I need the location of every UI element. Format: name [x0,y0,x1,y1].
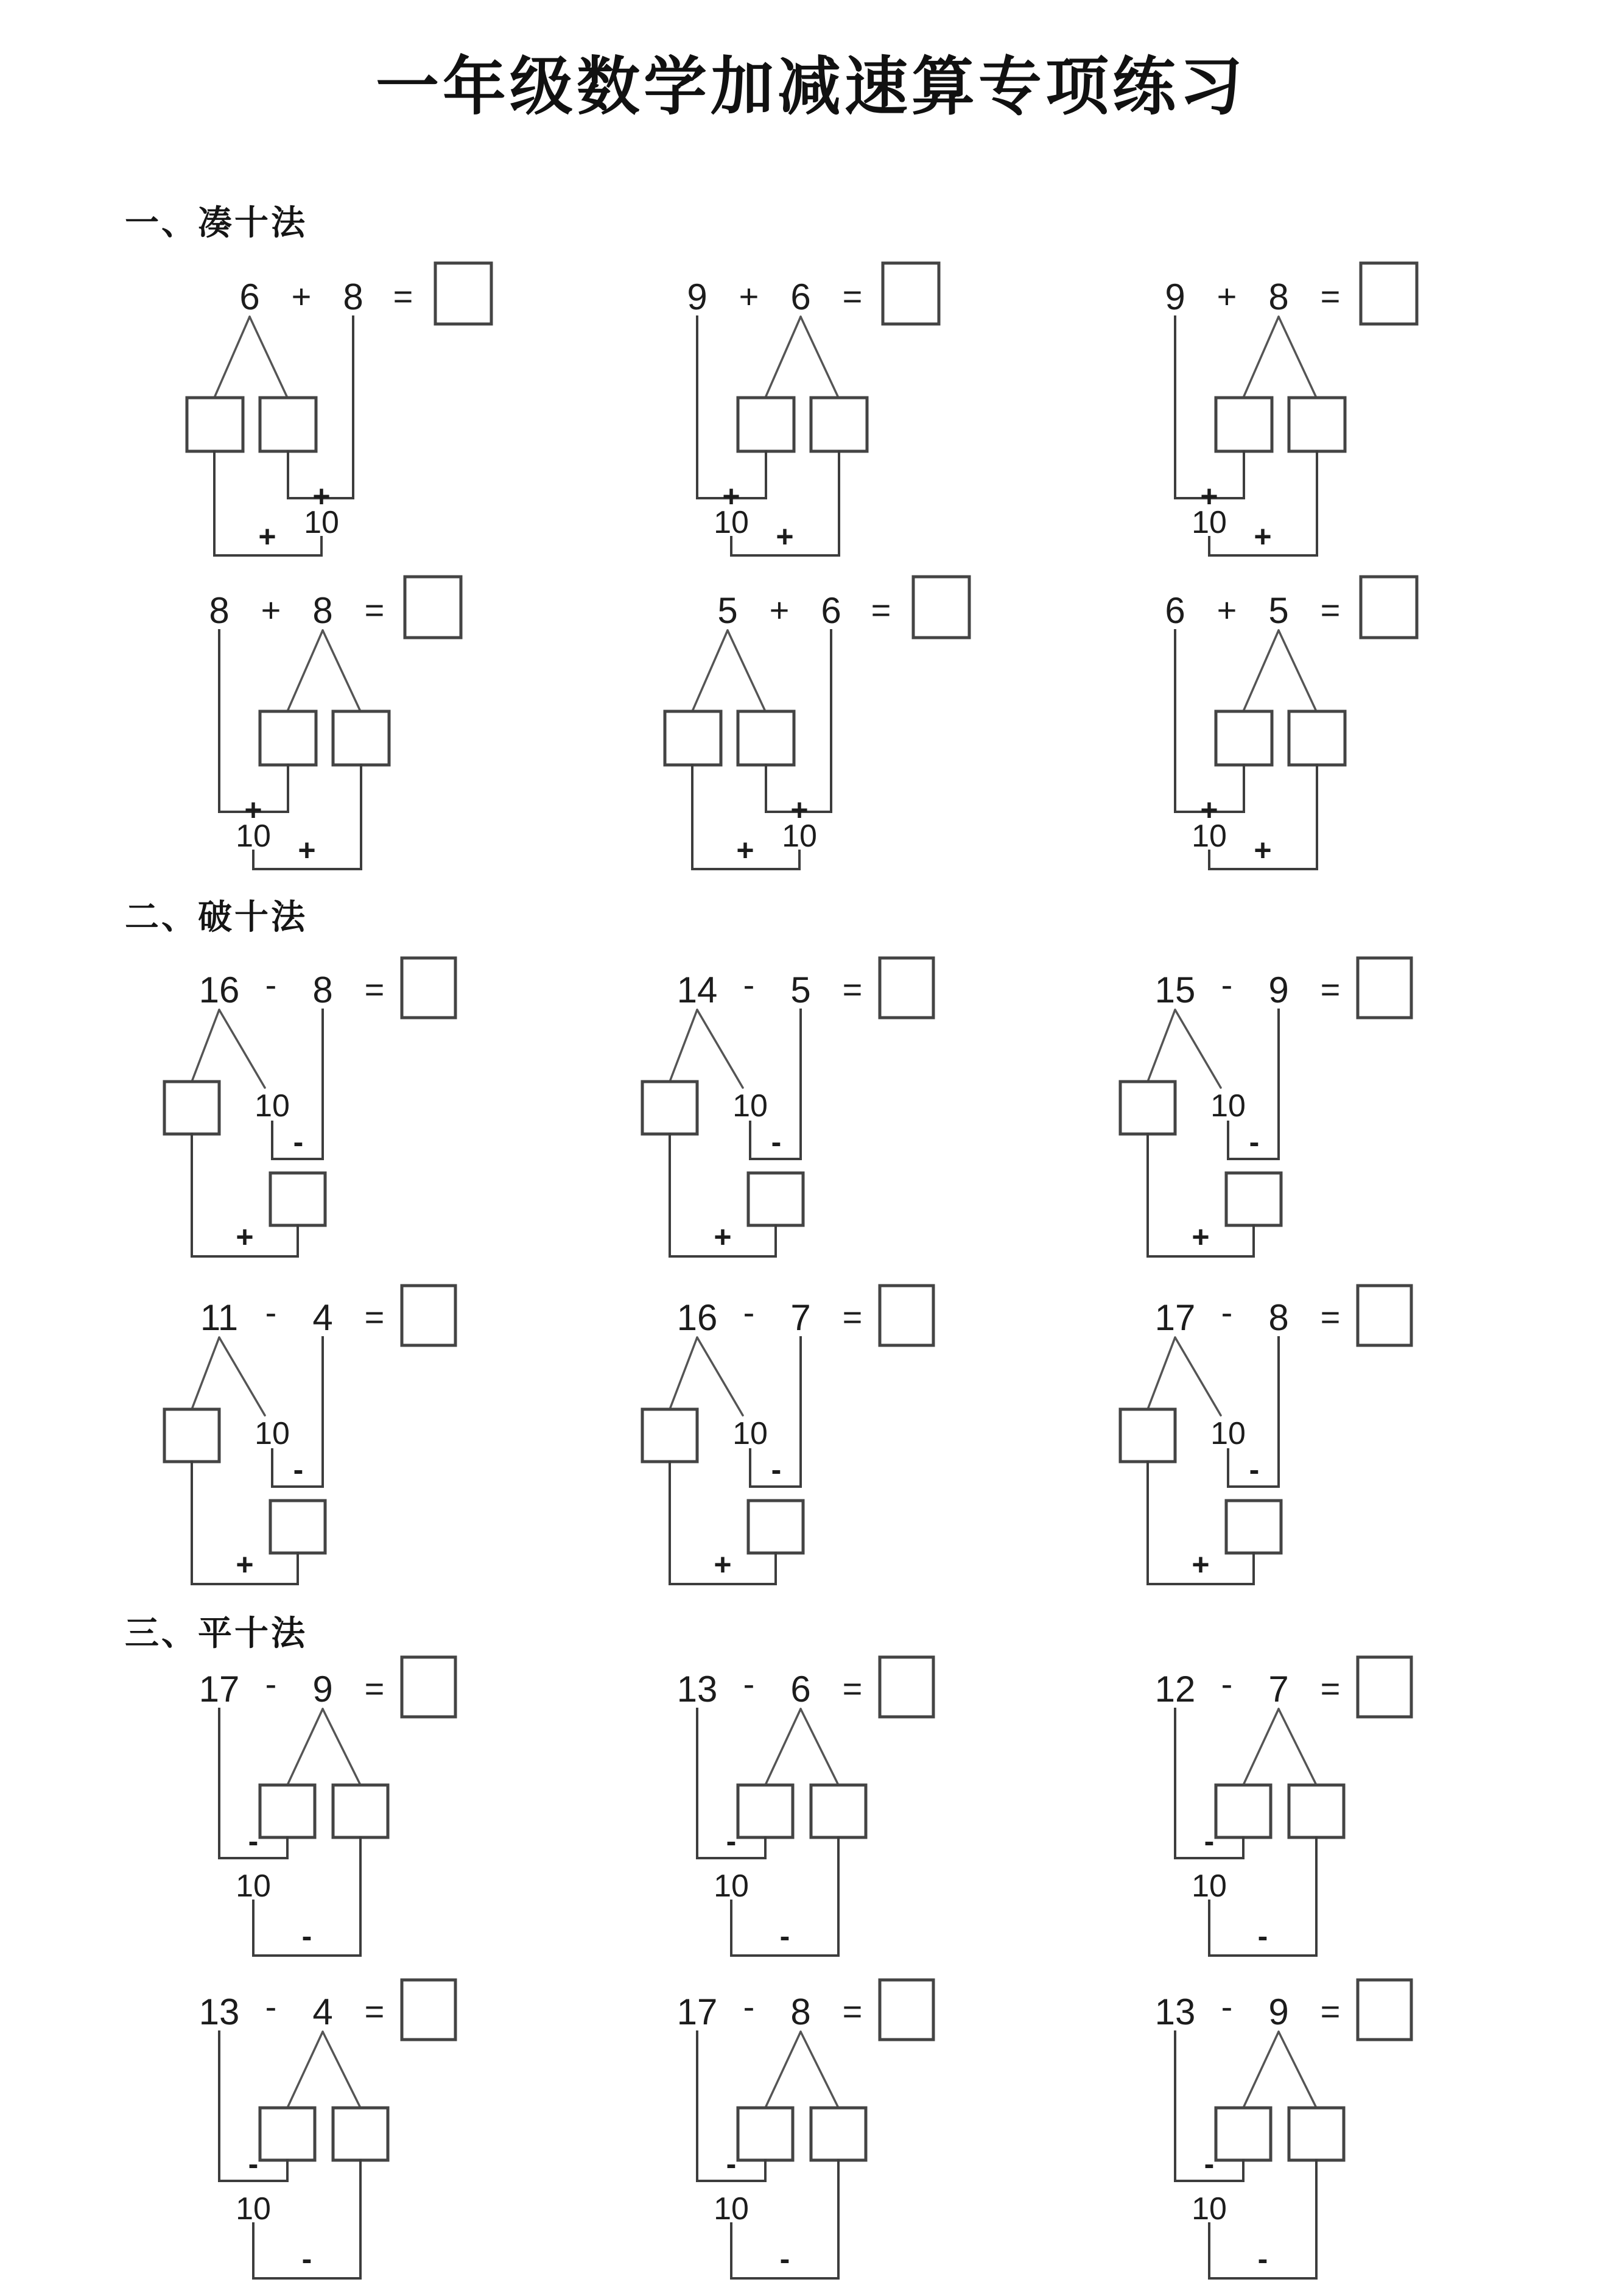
difference-box [748,1501,803,1553]
part-box-1 [738,2108,793,2160]
subtract-minus-sign: - [726,2147,737,2181]
final-plus-sign: + [1254,519,1272,554]
ten-label: 10 [255,1416,290,1451]
subtract-minus-sign: - [1249,1125,1260,1159]
decomposition-branch-line [697,1337,743,1415]
problem-cell [606,1971,1032,2294]
part-box-2 [333,2108,388,2160]
final-plus-sign: + [1254,833,1272,867]
decomposition-branch-line [192,1010,219,1082]
page-title: 一年级数学加减速算专项练习 [375,52,1246,122]
equals-sign: = [842,970,863,1009]
decomposition-branch-line [287,1709,323,1785]
decomposition-branch-line [765,1709,801,1785]
ten-label: 10 [1210,1088,1246,1124]
decomposition-branch-line [219,1337,265,1415]
problem-cell [1084,1648,1510,1971]
answer-box [402,1286,455,1345]
problem-diagram [606,949,1032,1272]
decomposition-branch-line [692,630,728,711]
problem-diagram [606,1277,1032,1599]
ten-label: 10 [782,819,817,854]
decomposition-branch-line [697,1010,743,1088]
answer-box [883,263,939,324]
problem-cell [128,1277,554,1599]
answer-box [1358,1286,1411,1345]
answer-box [880,1980,933,2040]
problem-diagram [1084,1971,1510,2294]
ten-label: 10 [732,1416,768,1451]
equation-operator: + [291,277,312,315]
equation-operand-b: 8 [312,970,333,1010]
problem-diagram [1084,1277,1510,1599]
final-minus-sign: - [301,2242,312,2276]
problem-diagram [606,569,1032,877]
problem-cell [606,1648,1032,1971]
equation-operand-b: 5 [1268,590,1289,631]
decomposition-branch-line [323,2032,360,2108]
problem-cell [606,256,1032,563]
equation-operand-a: 17 [1154,1297,1196,1338]
equation-operator: - [743,1987,755,2026]
equation-operand-a: 13 [1154,1991,1196,2032]
part-box-2 [738,711,794,765]
equation-operator: + [1216,591,1237,629]
equals-sign: = [364,1992,385,2030]
answer-box [1361,577,1417,638]
final-plus-sign: + [1192,1548,1210,1582]
equals-sign: = [842,1298,863,1336]
decomposition-branch-line [1243,630,1279,711]
decomposition-branch-line [801,1709,838,1785]
part-box-2 [1289,711,1345,765]
equation-operand-b: 6 [790,1669,811,1710]
equation-operator: + [769,591,790,629]
decomposition-branch-line [670,1337,697,1409]
subtract-minus-sign: - [726,1824,737,1858]
equation-operand-b: 5 [790,970,811,1010]
difference-box [270,1501,325,1553]
part-box-2 [811,1785,866,1837]
part-box-1 [260,2108,315,2160]
part-box-1 [665,711,721,765]
problem-diagram [128,256,554,563]
problem-diagram [606,256,1032,563]
equation-operand-a: 14 [676,970,718,1010]
equation-operand-b: 7 [790,1297,811,1338]
equals-sign: = [1320,277,1341,315]
equation-operand-a: 6 [1165,590,1185,631]
final-plus-sign: + [714,1220,732,1254]
answer-box [880,958,933,1018]
section-grid-make-ten [128,256,1510,877]
subtract-minus-sign: - [1249,1453,1260,1487]
part-box-2 [1289,2108,1344,2160]
decomposition-branch-line [323,1709,360,1785]
ten-label: 10 [236,2191,271,2227]
final-minus-sign: - [1257,1919,1268,1953]
final-plus-sign: + [776,519,794,554]
equation-operator: + [261,591,281,629]
equation-operator: + [739,277,759,315]
problem-diagram [606,1971,1032,2294]
decomposition-branch-line [1279,1709,1316,1785]
answer-box [402,958,455,1018]
ten-label: 10 [304,505,339,540]
problem-cell [128,256,554,563]
answer-box [1358,1980,1411,2040]
equals-sign: = [364,970,385,1009]
decomposition-branch-line [801,2032,838,2108]
decomposition-branch-line [1175,1010,1221,1088]
problem-diagram [128,1648,554,1971]
equation-operand-b: 6 [821,590,841,631]
equation-operand-a: 16 [676,1297,718,1338]
final-plus-sign: + [236,1548,254,1582]
part-box-2 [333,1785,388,1837]
equation-operator: - [265,1664,277,1703]
problem-diagram [1084,949,1510,1272]
equation-operand-b: 9 [1268,970,1289,1010]
equation-operand-b: 8 [790,1991,811,2032]
make-ten-plus-sign: + [244,793,262,827]
decomposition-branch-line [765,2032,801,2108]
problem-cell [128,569,554,877]
section-heading-break-ten: 二、破十法 [125,898,307,936]
equals-sign: = [842,1992,863,2030]
final-plus-sign: + [1192,1220,1210,1254]
subtract-minus-sign: - [248,1824,259,1858]
decomposition-branch-line [1279,317,1316,398]
equals-sign: = [1320,1992,1341,2030]
equals-sign: = [1320,1669,1341,1708]
equals-sign: = [1320,970,1341,1009]
problem-diagram [1084,256,1510,563]
section-heading-make-ten: 一、凑十法 [125,203,307,242]
subtract-minus-sign: - [1204,2147,1215,2181]
ten-label: 10 [714,1868,749,1904]
make-ten-plus-sign: + [790,793,809,827]
equation-operand-a: 11 [200,1297,239,1338]
problem-cell [128,949,554,1272]
make-ten-plus-sign: + [722,479,740,513]
ten-label: 10 [1192,505,1227,540]
equation-operand-b: 8 [1268,276,1289,317]
part-box-1 [642,1409,697,1462]
answer-box [402,1980,455,2040]
part-box-1 [642,1082,697,1134]
equation-operand-a: 8 [209,590,230,631]
equals-sign: = [871,591,891,629]
ten-label: 10 [255,1088,290,1124]
problem-cell [606,949,1032,1272]
equation-operand-b: 4 [312,1991,333,2032]
part-box-1 [187,398,243,451]
equals-sign: = [393,277,413,315]
decomposition-branch-line [250,317,287,398]
part-box-1 [738,1785,793,1837]
decomposition-branch-line [1279,630,1316,711]
equation-operand-a: 17 [676,1991,718,2032]
problem-diagram [1084,569,1510,877]
ten-label: 10 [1192,1868,1227,1904]
decomposition-branch-line [1148,1010,1175,1082]
problem-cell [128,1648,554,1971]
difference-box [748,1173,803,1225]
ten-label: 10 [1210,1416,1246,1451]
equation-operator: - [265,1293,277,1331]
part-box-1 [1120,1409,1175,1462]
equation-operator: - [743,1664,755,1703]
decomposition-branch-line [670,1010,697,1082]
equals-sign: = [1320,591,1341,629]
section-grid-break-ten [128,949,1510,1599]
equation-operator: - [1221,965,1233,1004]
final-plus-sign: + [298,833,316,867]
difference-box [1226,1173,1281,1225]
equals-sign: = [842,1669,863,1708]
part-box-1 [1120,1082,1175,1134]
decomposition-branch-line [1243,317,1279,398]
problem-cell [1084,1277,1510,1599]
part-box-2 [333,711,389,765]
equation-operand-b: 9 [312,1669,333,1710]
part-box-2 [811,398,867,451]
decomposition-branch-line [192,1337,219,1409]
equation-operator: - [1221,1293,1233,1331]
equation-operand-b: 7 [1268,1669,1289,1710]
difference-box [1226,1501,1281,1553]
section-heading-level-ten: 三、平十法 [125,1614,307,1652]
equals-sign: = [364,1669,385,1708]
final-plus-sign: + [736,833,754,867]
decomposition-branch-line [1279,2032,1316,2108]
equation-operand-a: 6 [239,276,260,317]
problem-diagram [128,569,554,877]
answer-box [1358,1657,1411,1717]
problem-cell [1084,949,1510,1272]
decomposition-branch-line [287,2032,323,2108]
part-box-1 [260,711,316,765]
part-box-2 [260,398,316,451]
equation-operator: + [1216,277,1237,315]
answer-box [880,1657,933,1717]
subtract-minus-sign: - [771,1125,782,1159]
equation-operand-a: 9 [687,276,707,317]
problem-cell [1084,569,1510,877]
decomposition-branch-line [801,317,838,398]
part-box-1 [164,1082,219,1134]
equation-operand-a: 13 [198,1991,240,2032]
answer-box [1361,263,1417,324]
part-box-1 [1216,2108,1271,2160]
equals-sign: = [364,1298,385,1336]
equation-operand-b: 8 [312,590,333,631]
equation-operand-b: 6 [790,276,811,317]
ten-label: 10 [714,2191,749,2227]
problem-cell [1084,1971,1510,2294]
final-plus-sign: + [236,1220,254,1254]
final-minus-sign: - [1257,2242,1268,2276]
ten-label: 10 [236,1868,271,1904]
equation-operator: - [743,965,755,1004]
equation-operand-a: 5 [717,590,738,631]
decomposition-branch-line [219,1010,265,1088]
answer-box [405,577,461,638]
part-box-1 [1216,711,1272,765]
decomposition-branch-line [1175,1337,1221,1415]
subtract-minus-sign: - [293,1125,304,1159]
part-box-2 [1289,398,1345,451]
make-ten-plus-sign: + [312,479,331,513]
equals-sign: = [364,591,385,629]
decomposition-branch-line [765,317,801,398]
decomposition-branch-line [1243,2032,1279,2108]
equation-operator: - [265,965,277,1004]
decomposition-branch-line [287,630,323,711]
final-minus-sign: - [779,2242,790,2276]
ten-label: 10 [1192,819,1227,854]
part-box-1 [738,398,794,451]
equals-sign: = [842,277,863,315]
make-ten-plus-sign: + [1200,793,1218,827]
part-box-1 [1216,1785,1271,1837]
decomposition-branch-line [323,630,360,711]
section-grid-level-ten [128,1648,1510,2294]
part-box-1 [164,1409,219,1462]
answer-box [435,263,491,324]
problem-cell [606,569,1032,877]
final-plus-sign: + [258,519,276,554]
final-minus-sign: - [301,1919,312,1953]
problem-cell [128,1971,554,2294]
answer-box [880,1286,933,1345]
equation-operand-a: 13 [676,1669,718,1710]
ten-label: 10 [1192,2191,1227,2227]
equation-operator: - [1221,1664,1233,1703]
decomposition-branch-line [214,317,250,398]
part-box-2 [811,2108,866,2160]
problem-diagram [128,1971,554,2294]
decomposition-branch-line [728,630,765,711]
final-plus-sign: + [714,1548,732,1582]
equals-sign: = [1320,1298,1341,1336]
ten-label: 10 [732,1088,768,1124]
final-minus-sign: - [779,1919,790,1953]
equation-operator: - [743,1293,755,1331]
equation-operand-a: 15 [1154,970,1196,1010]
problem-cell [606,1277,1032,1599]
problem-diagram [1084,1648,1510,1971]
answer-box [913,577,969,638]
ten-label: 10 [714,505,749,540]
decomposition-branch-line [1148,1337,1175,1409]
equation-operand-a: 12 [1154,1669,1196,1710]
part-box-1 [1216,398,1272,451]
part-box-2 [1289,1785,1344,1837]
equation-operator: - [1221,1987,1233,2026]
problem-diagram [128,949,554,1272]
decomposition-branch-line [1243,1709,1279,1785]
equation-operator: - [265,1987,277,2026]
equation-operand-b: 4 [312,1297,333,1338]
answer-box [1358,958,1411,1018]
equation-operand-a: 9 [1165,276,1185,317]
subtract-minus-sign: - [293,1453,304,1487]
equation-operand-a: 17 [198,1669,240,1710]
part-box-1 [260,1785,315,1837]
problem-diagram [606,1648,1032,1971]
subtract-minus-sign: - [771,1453,782,1487]
subtract-minus-sign: - [1204,1824,1215,1858]
difference-box [270,1173,325,1225]
equation-operand-b: 8 [1268,1297,1289,1338]
answer-box [402,1657,455,1717]
problem-diagram [128,1277,554,1599]
equation-operand-b: 8 [343,276,363,317]
make-ten-plus-sign: + [1200,479,1218,513]
subtract-minus-sign: - [248,2147,259,2181]
ten-label: 10 [236,819,271,854]
equation-operand-a: 16 [198,970,240,1010]
problem-cell [1084,256,1510,563]
equation-operand-b: 9 [1268,1991,1289,2032]
